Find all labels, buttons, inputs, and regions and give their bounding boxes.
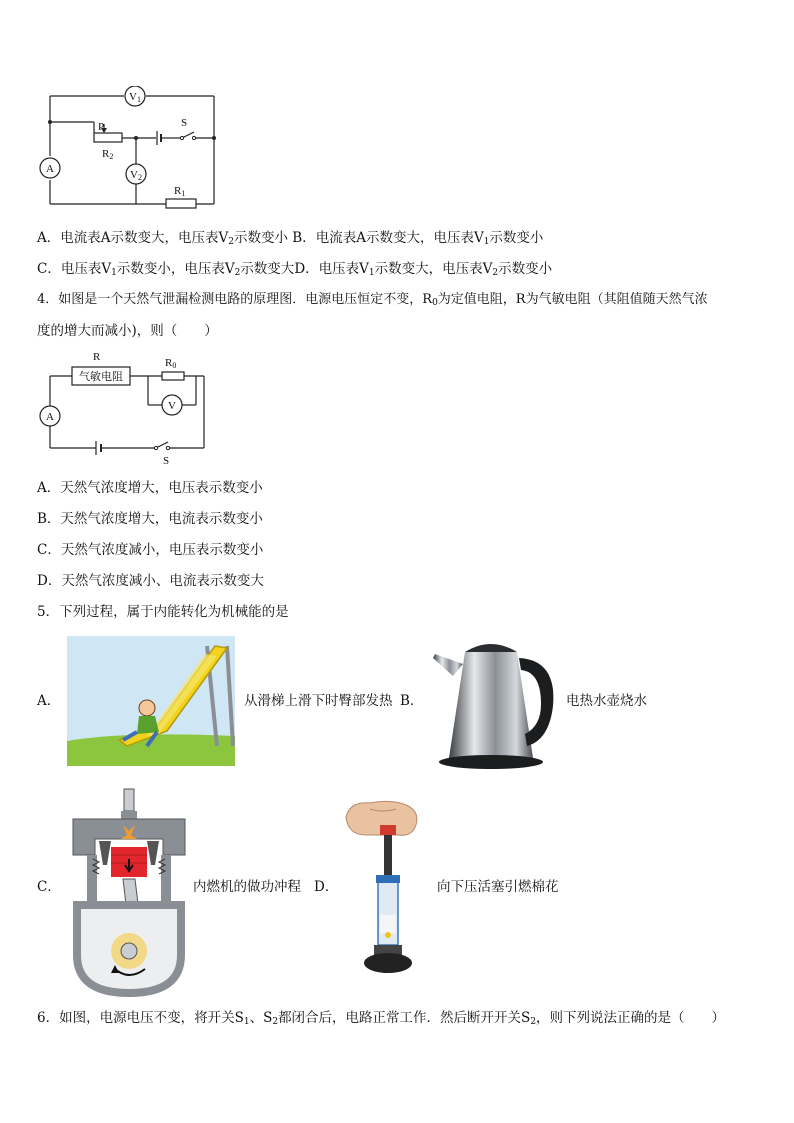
q5-option-a-text: 从滑梯上滑下时臀部发热 bbox=[244, 693, 393, 709]
svg-text:V1: V1 bbox=[129, 91, 141, 104]
q3-options-line1: A．电流表A示数变大，电压表$V_2$示数变小 B．电流表A示数变大，电压表$V_1$示数变小 bbox=[37, 230, 544, 247]
q6-stem: 6．如图，电源电压不变，将开关$S_1$、$S_2$都闭合后，电路正常工作．然后断开开关$S_2$，则下列说法正确的是（ ） bbox=[37, 1010, 726, 1027]
internal-combustion-engine-diagram bbox=[67, 785, 192, 997]
q5-stem: 5．下列过程，属于内能转化为机械能的是 bbox=[37, 604, 289, 620]
circuit-diagram-q3 bbox=[36, 86, 226, 211]
ammeter-a-label: A bbox=[46, 163, 54, 175]
q4-stem-line2: 度的增大而减小)，则（ ） bbox=[37, 323, 218, 339]
q4-stem-line1: 4．如图是一个天然气泄漏检测电路的原理图．电源电压恒定不变，$R_0$为定值电阻，R为气敏电阻（其阻值随天然气浓 bbox=[37, 292, 708, 308]
q5-option-c-label: C． bbox=[37, 879, 61, 895]
resistor-r1 bbox=[166, 199, 196, 208]
rheostat-r2 bbox=[94, 133, 122, 142]
r0-label: R bbox=[165, 357, 173, 369]
voltmeter-v2-label: V bbox=[130, 169, 138, 181]
q5-option-b-label: B． bbox=[400, 693, 424, 709]
q5-option-d-text: 向下压活塞引燃棉花 bbox=[437, 879, 559, 895]
q3-options-line2: C．电压表$V_1$示数变小，电压表$V_2$示数变大D．电压表$V_1$示数变大，电压表$V_2$示数变小 bbox=[37, 261, 553, 278]
ammeter-a-label-q4: A bbox=[46, 411, 54, 423]
fire-piston-syringe-image bbox=[340, 795, 425, 980]
svg-text:R0: R0 bbox=[165, 357, 177, 370]
resistor-r0 bbox=[162, 372, 184, 380]
switch-s-label: S bbox=[181, 117, 188, 129]
q5-option-a-label: A． bbox=[37, 693, 61, 709]
switch-s-label-q4: S bbox=[163, 455, 170, 467]
circuit-diagram-q4 bbox=[36, 348, 211, 468]
circuit1-v1-label: V bbox=[129, 91, 137, 103]
slider-p-label: P bbox=[98, 121, 105, 133]
r2-label: R bbox=[102, 148, 110, 160]
q5-option-b-text: 电热水壶烧水 bbox=[566, 693, 647, 709]
q4-option-d: D．天然气浓度减小、电流表示数变大 bbox=[37, 573, 264, 589]
svg-text:R1: R1 bbox=[174, 185, 186, 198]
r1-label: R bbox=[174, 185, 182, 197]
q4-option-b: B．天然气浓度增大，电流表示数变小 bbox=[37, 511, 263, 527]
voltmeter-v-label: V bbox=[168, 400, 176, 412]
electric-kettle-image bbox=[425, 630, 560, 772]
svg-text:R2: R2 bbox=[102, 148, 114, 161]
q4-option-c: C．天然气浓度减小，电压表示数变小 bbox=[37, 542, 264, 558]
q4-option-a: A．天然气浓度增大，电压表示数变小 bbox=[37, 480, 263, 496]
sensor-r-label: R bbox=[93, 351, 101, 363]
q5-option-d-label: D． bbox=[314, 879, 339, 895]
svg-text:V2: V2 bbox=[130, 169, 142, 182]
gas-sensor-label: 气敏电阻 bbox=[79, 371, 123, 383]
q5-option-c-text: 内燃机的做功冲程 bbox=[193, 879, 301, 895]
slide-illustration bbox=[67, 636, 235, 766]
